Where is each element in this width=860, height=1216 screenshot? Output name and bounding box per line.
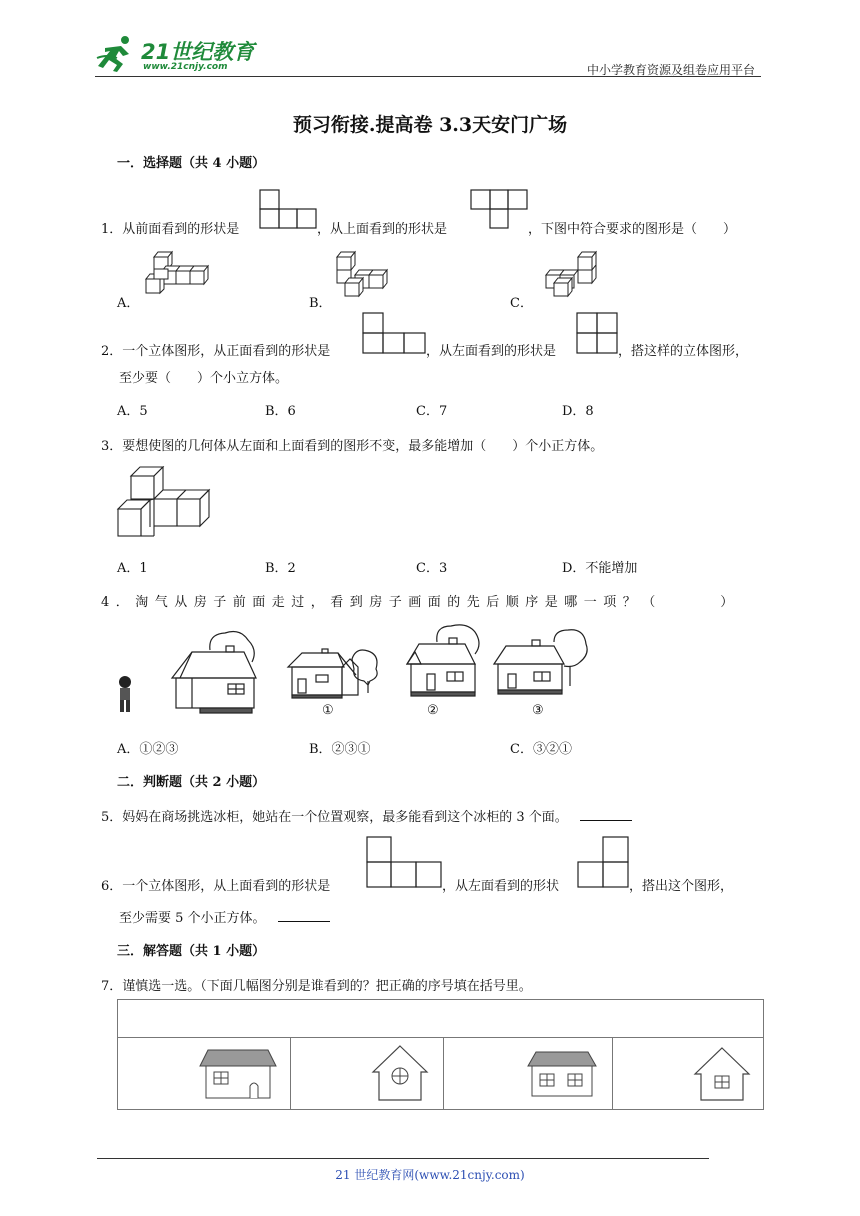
q6-left-view-figure bbox=[577, 836, 629, 888]
q6-text-2: ，从左面看到的形状 bbox=[442, 879, 560, 894]
q2-text-3: ，搭这样的立体图形， bbox=[618, 344, 749, 359]
q7-figure-table bbox=[117, 999, 764, 1110]
logo-name: 21世纪教育 bbox=[141, 40, 255, 64]
q1-option-c[interactable]: C． bbox=[510, 296, 533, 311]
q6-answer-blank[interactable] bbox=[278, 909, 330, 922]
q3-solid-figure bbox=[116, 466, 218, 540]
q5-statement: 5．妈妈在商场挑选冰柜，她站在一个位置观察，最多能看到这个冰柜的 3 个面。 bbox=[101, 810, 568, 825]
q2-text-2: ，从左面看到的形状是 bbox=[426, 344, 557, 359]
q2-text-1: 2．一个立体图形，从正面看到的形状是 bbox=[101, 344, 331, 359]
section-heading-solve: 三．解答题（共 1 小题） bbox=[117, 944, 266, 959]
q6-text-3: ，搭出这个图形， bbox=[629, 879, 734, 894]
house-label-3: ③ bbox=[532, 703, 544, 718]
q7-table-header-row bbox=[118, 1000, 764, 1038]
q1-option-b-cubes bbox=[333, 249, 393, 299]
platform-name: 中小学教育资源及组卷应用平台 bbox=[586, 63, 755, 77]
q6-top-view-figure bbox=[366, 836, 442, 888]
house-label-1: ① bbox=[322, 703, 334, 718]
q1-option-a[interactable]: A． bbox=[117, 296, 140, 311]
q4-text: 4．淘气从房子前面走过，看到房子画面的先后顺序是哪一项？（ ） bbox=[101, 595, 740, 610]
house-big-figure bbox=[170, 628, 258, 716]
q6-text-line2 bbox=[119, 907, 330, 926]
q2-option-d[interactable]: D．8 bbox=[562, 404, 594, 419]
q6-statement-line2: 至少需要 5 个小正方体。 bbox=[119, 911, 266, 926]
house-side-square-window-icon bbox=[693, 1046, 751, 1102]
q5-answer-blank[interactable] bbox=[580, 808, 632, 821]
boy-icon bbox=[116, 675, 134, 715]
q1-top-view-figure bbox=[470, 189, 528, 229]
q3-option-c[interactable]: C．3 bbox=[416, 561, 448, 576]
section-heading-choice: 一．选择题（共 4 小题） bbox=[117, 156, 266, 171]
header-divider bbox=[95, 76, 761, 77]
q2-text-line2: 至少要（ ）个小立方体。 bbox=[119, 371, 289, 386]
house-view-3-figure bbox=[492, 626, 590, 698]
q7-cell-2 bbox=[291, 1038, 444, 1110]
q3-option-a[interactable]: A．1 bbox=[117, 561, 148, 576]
q1-option-c-cubes bbox=[538, 249, 600, 299]
house-label-2: ② bbox=[427, 703, 439, 718]
q7-cell-4 bbox=[613, 1038, 764, 1110]
q1-option-a-cubes bbox=[144, 249, 210, 299]
page-title: 预习衔接.提高卷 3.3天安门广场 bbox=[292, 114, 568, 136]
house-view-1-figure bbox=[286, 645, 380, 701]
q1-text-3: ，下图中符合要求的图形是（ ） bbox=[528, 222, 737, 237]
q2-option-b[interactable]: B．6 bbox=[265, 404, 296, 419]
logo bbox=[95, 34, 265, 76]
q4-option-b[interactable]: B．②③① bbox=[309, 742, 371, 757]
q5-text bbox=[101, 806, 632, 825]
q6-text-1: 6．一个立体图形，从上面看到的形状是 bbox=[101, 879, 331, 894]
q3-option-b[interactable]: B．2 bbox=[265, 561, 296, 576]
q1-text-2: ，从上面看到的形状是 bbox=[317, 222, 448, 237]
q2-option-c[interactable]: C．7 bbox=[416, 404, 448, 419]
q7-cell-1 bbox=[118, 1038, 291, 1110]
house-front-door-icon bbox=[198, 1048, 278, 1100]
logo-url: www.21cnjy.com bbox=[143, 62, 228, 72]
q4-option-a[interactable]: A．①②③ bbox=[117, 742, 179, 757]
q1-text-1: 1．从前面看到的形状是 bbox=[101, 222, 240, 237]
footer-divider bbox=[97, 1158, 709, 1159]
q3-option-d[interactable]: D．不能增加 bbox=[562, 561, 638, 576]
runner-logo-icon bbox=[95, 34, 139, 74]
house-view-2-figure bbox=[405, 622, 483, 700]
q7-text: 7．谨慎选一选。（下面几幅图分别是谁看到的？把正确的序号填在括号里。 bbox=[101, 979, 532, 994]
q2-option-a[interactable]: A．5 bbox=[117, 404, 148, 419]
footer-text: 21 世纪教育网(www.21cnjy.com) bbox=[335, 1168, 525, 1182]
q1-front-view-figure bbox=[259, 189, 317, 229]
house-side-round-window-icon bbox=[371, 1044, 429, 1102]
q2-left-view-figure bbox=[576, 312, 618, 354]
section-heading-judge: 二．判断题（共 2 小题） bbox=[117, 775, 266, 790]
q4-option-c[interactable]: C．③②① bbox=[510, 742, 572, 757]
q2-front-view-figure bbox=[362, 312, 426, 354]
q1-option-b[interactable]: B． bbox=[309, 296, 332, 311]
q3-text: 3．要想使图的几何体从左面和上面看到的图形不变，最多能增加（ ）个小正方体。 bbox=[101, 439, 604, 454]
q7-cell-3 bbox=[444, 1038, 613, 1110]
house-back-two-windows-icon bbox=[526, 1050, 598, 1098]
